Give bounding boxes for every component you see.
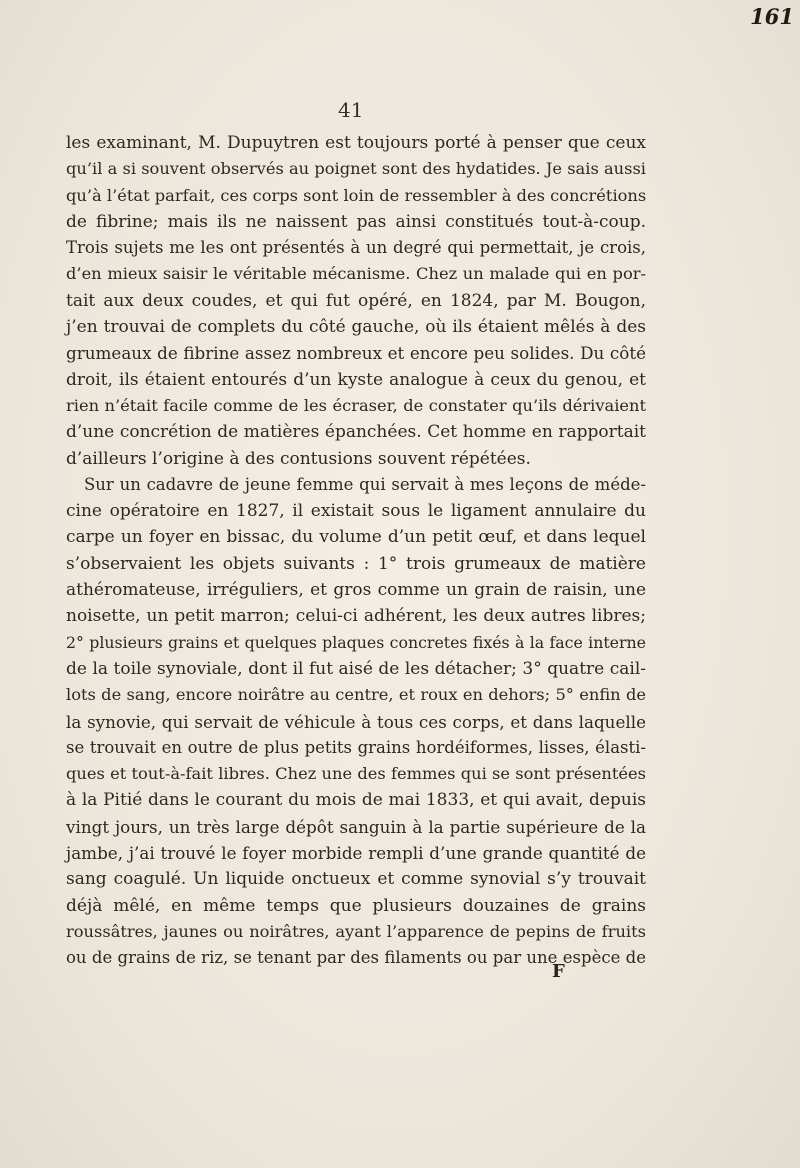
text-line: la synovie, qui servait de véhicule à tous ces corps, et dans laquelle	[66, 711, 646, 732]
text-line: tait aux deux coudes, et qui fut opéré, en 1824, par M. Bougon,	[66, 290, 646, 311]
text-line: Trois sujets me les ont présentés à un degré qui permettait, je crois,	[66, 238, 646, 258]
text-line: sang coagulé. Un liquide onctueux et comme synovial s’y trouvait	[66, 869, 646, 890]
text-line: grumeaux de fibrine assez nombreux et encore peu solides. Du côté	[66, 343, 646, 364]
text-line: ou de grains de riz, se tenant par des filaments ou par une espèce de	[66, 948, 646, 968]
text-line: de fibrine; mais ils ne naissent pas ainsi constitués tout-à-coup.	[66, 211, 646, 232]
text-line: qu’à l’état parfait, ces corps sont loin de ressembler à des concrétions	[66, 185, 647, 205]
text-line: d’ailleurs l’origine à des contusions souvent répétées.	[66, 448, 531, 469]
text-line: rien n’était facile comme de les écraser, de constater qu’ils dérivaient	[66, 395, 646, 415]
text-line: les examinant, M. Dupuytren est toujours porté à penser que ceux	[66, 133, 646, 153]
text-line: vingt jours, un très large dépôt sanguin à la partie supérieure de la	[66, 816, 646, 837]
body-text	[66, 130, 646, 972]
text-line: à la Pitié dans le courant du mois de mai 1833, et qui avait, depuis	[66, 790, 646, 811]
text-line: athéromateuse, irréguliers, et gros comme un grain de raisin, une	[66, 580, 646, 601]
text-line: ques et tout-à-fait libres. Chez une des femmes qui se sont présentées	[66, 764, 646, 784]
text-line: de la toile synoviale, dont il fut aisé de les détacher; 3° quatre cail-	[66, 658, 646, 679]
paragraph-2	[66, 472, 646, 972]
text-line: 2° plusieurs grains et quelques plaques concretes fixés à la face interne	[66, 632, 646, 652]
text-line: d’une concrétion de matières épanchées. Cet homme en rapportait	[66, 422, 646, 443]
text-line: carpe un foyer en bissac, du volume d’un petit œuf, et dans lequel	[66, 527, 646, 548]
text-line: jambe, j’ai trouvé le foyer morbide rempli d’une grande quantité de	[66, 843, 646, 864]
text-line: se trouvait en outre de plus petits grains hordéiformes, lisses, élasti-	[66, 737, 646, 757]
paragraph-1	[66, 130, 646, 472]
signature-mark: F	[552, 961, 565, 982]
text-line: roussâtres, jaunes ou noirâtres, ayant l’apparence de pepins de fruits	[66, 921, 646, 941]
folio-mark: 161	[750, 4, 794, 29]
text-line: qu’il a si souvent observés au poignet sont des hydatides. Je sais aussi	[66, 159, 646, 179]
text-line: droit, ils étaient entourés d’un kyste analogue à ceux du genou, et	[66, 369, 646, 390]
text-line: noisette, un petit marron; celui-ci adhérent, les deux autres libres;	[66, 606, 646, 627]
text-line: s’observaient les objets suivants : 1° trois grumeaux de matière	[66, 553, 646, 574]
text-line: cine opératoire en 1827, il existait sous le ligament annulaire du	[66, 501, 646, 522]
text-line: déjà mêlé, en même temps que plusieurs douzaines de grains	[66, 895, 646, 916]
page-number: 41	[338, 98, 364, 122]
text-line: lots de sang, encore noirâtre au centre, et roux en dehors; 5° enfin de	[66, 685, 646, 705]
text-line: d’en mieux saisir le véritable mécanisme. Chez un malade qui en por-	[66, 264, 646, 284]
text-line: j’en trouvai de complets du côté gauche, où ils étaient mêlés à des	[66, 317, 646, 338]
text-line: Sur un cadavre de jeune femme qui servait à mes leçons de méde-	[84, 474, 646, 494]
